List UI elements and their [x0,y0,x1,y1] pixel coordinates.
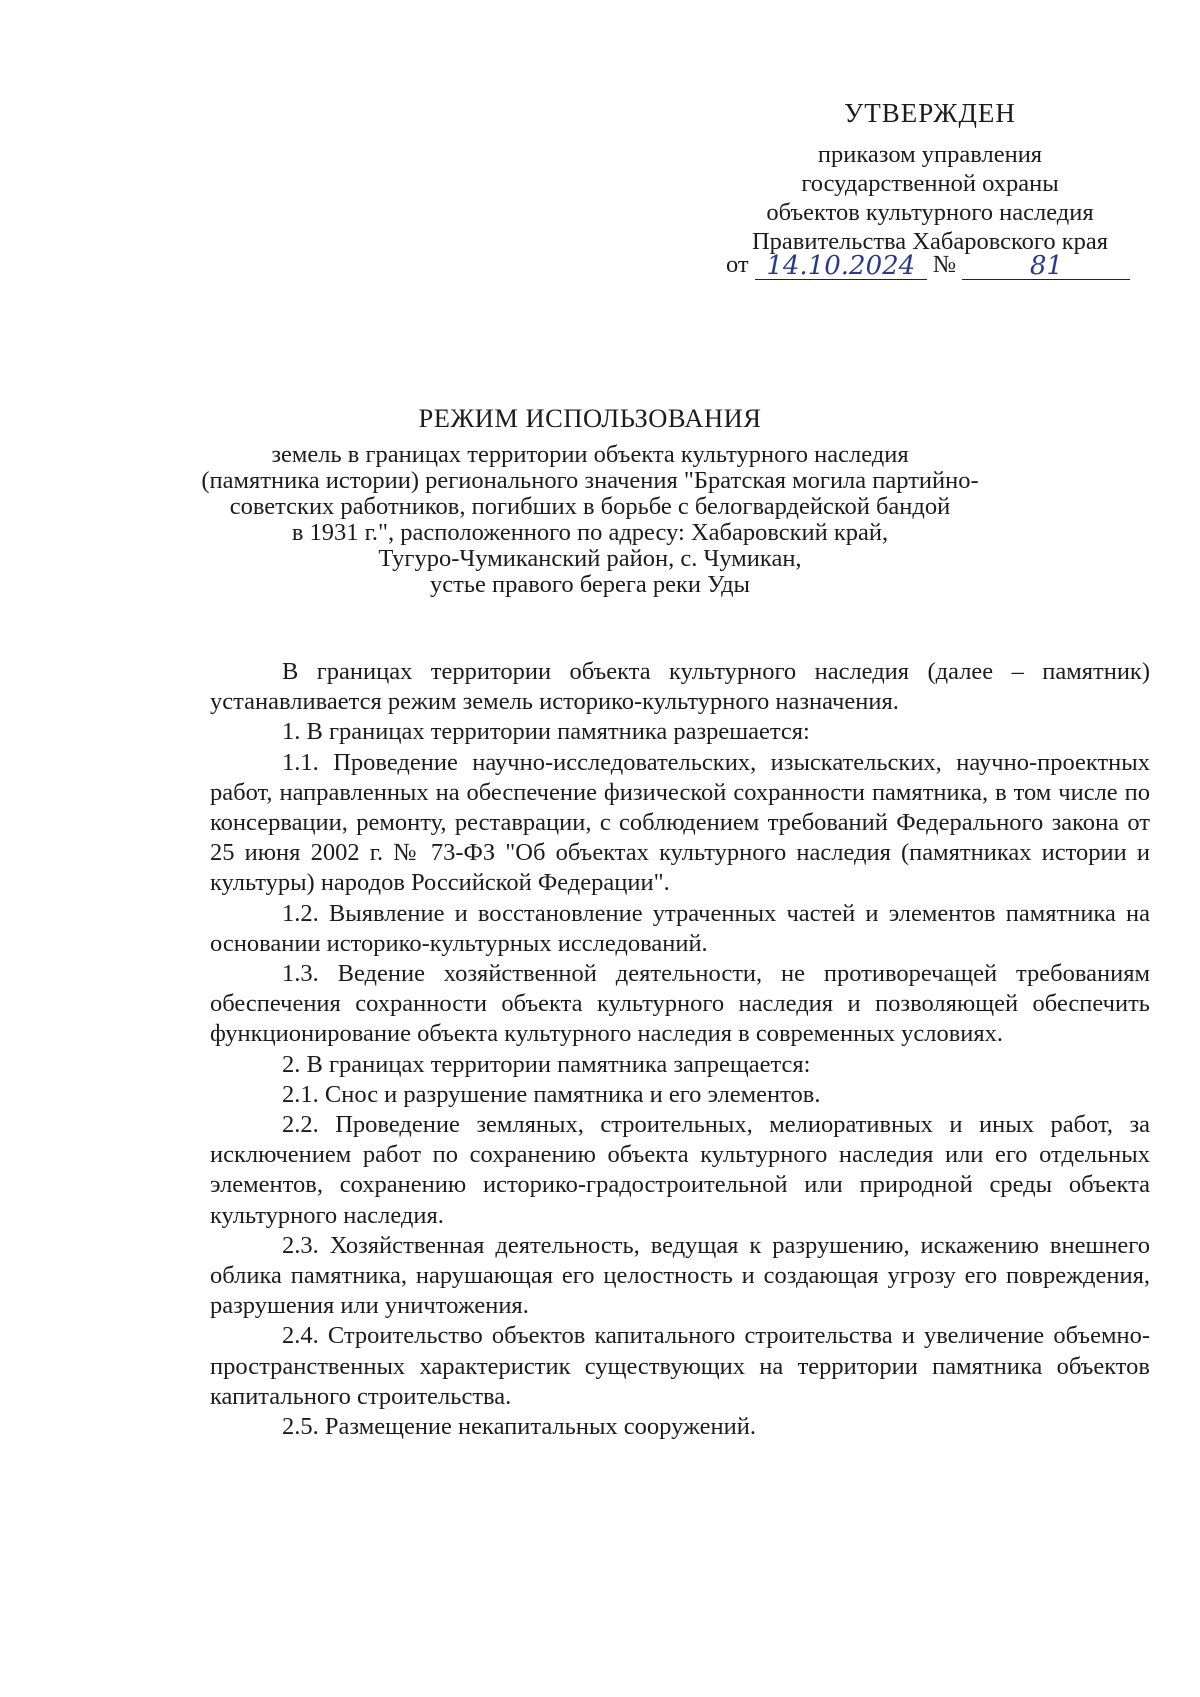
date-prefix: от [726,251,749,278]
subtitle-line: (памятника истории) регионального значения "Братская могила партийно- [201,467,979,494]
paragraph-item-1-1: 1.1. Проведение научно-исследовательских, изыскательских, научно-проектных работ, направленных на обеспечение физической сохранности памятника, в том числе по консервации, ремонту, реставрации, с соблюдением требований Федерального закона от 25 июня 2002 г. № 73-ФЗ "Об объектах культурного наследия (памятниках истории и культуры) народов Российской Федерации". [210,748,1150,897]
handwritten-number: 81 [962,253,1130,280]
document-body [210,657,1150,1442]
approval-line: государственной охраны [801,170,1059,197]
subtitle-line: устье правого берега реки Уды [430,571,750,598]
approval-block [720,96,1140,256]
subtitle-line: Тугуро-Чумиканский район, с. Чумикан, [378,545,802,572]
paragraph-item-2-5: 2.5. Размещение некапитальных сооружений. [282,1413,756,1441]
title-block [200,402,980,598]
paragraph-item-2-2: 2.2. Проведение земляных, строительных, мелиоративных и иных работ, за исключением работ по сохранению объекта культурного наследия или его отдельных элементов, сохранению историко-градостроительной или природной среды объекта культурного наследия. [210,1111,1150,1229]
approval-line: объектов культурного наследия [766,199,1094,226]
subtitle-line: советских работников, погибших в борьбе с белогвардейской бандой [229,493,951,520]
order-date-number [726,250,1146,280]
paragraph-item-2-1: 2.1. Снос и разрушение памятника и его элементов. [282,1080,821,1108]
document-title: РЕЖИМ ИСПОЛЬЗОВАНИЯ [418,403,762,433]
paragraph-intro: В границах территории объекта культурного наследия (далее – памятник) устанавливается режим земель историко-культурного назначения. [210,658,1150,716]
number-prefix: № [932,251,957,278]
approval-line: приказом управления [817,141,1043,168]
approval-title: УТВЕРЖДЕН [844,98,1016,128]
paragraph-item-2-3: 2.3. Хозяйственная деятельность, ведущая к разрушению, искажению внешнего облика памятника, нарушающая его целостность и создающая угрозу его повреждения, разрушения или уничтожения. [210,1231,1150,1320]
subtitle-line: земель в границах территории объекта культурного наследия [271,441,909,468]
approval-line: Правительства Хабаровского края [751,228,1109,255]
subtitle-line: в 1931 г.", расположенного по адресу: Хабаровский край, [291,519,889,546]
paragraph-item-2-4: 2.4. Строительство объектов капитального строительства и увеличение объемно-пространственных характеристик существующих на территории памятника объектов капитального строительства. [210,1322,1150,1410]
paragraph-item-1-2: 1.2. Выявление и восстановление утраченных частей и элементов памятника на основании историко-культурных исследований. [210,899,1150,957]
paragraph-item-1-3: 1.3. Ведение хозяйственной деятельности, не противоречащей требованиям обеспечения сохранности объекта культурного наследия и позволяющей обеспечить функционирование объекта культурного наследия в современных условиях. [210,960,1150,1048]
paragraph-section-1: 1. В границах территории памятника разрешается: [282,718,810,746]
handwritten-date: 14.10.2024 [755,253,927,280]
paragraph-section-2: 2. В границах территории памятника запрещается: [282,1050,811,1078]
